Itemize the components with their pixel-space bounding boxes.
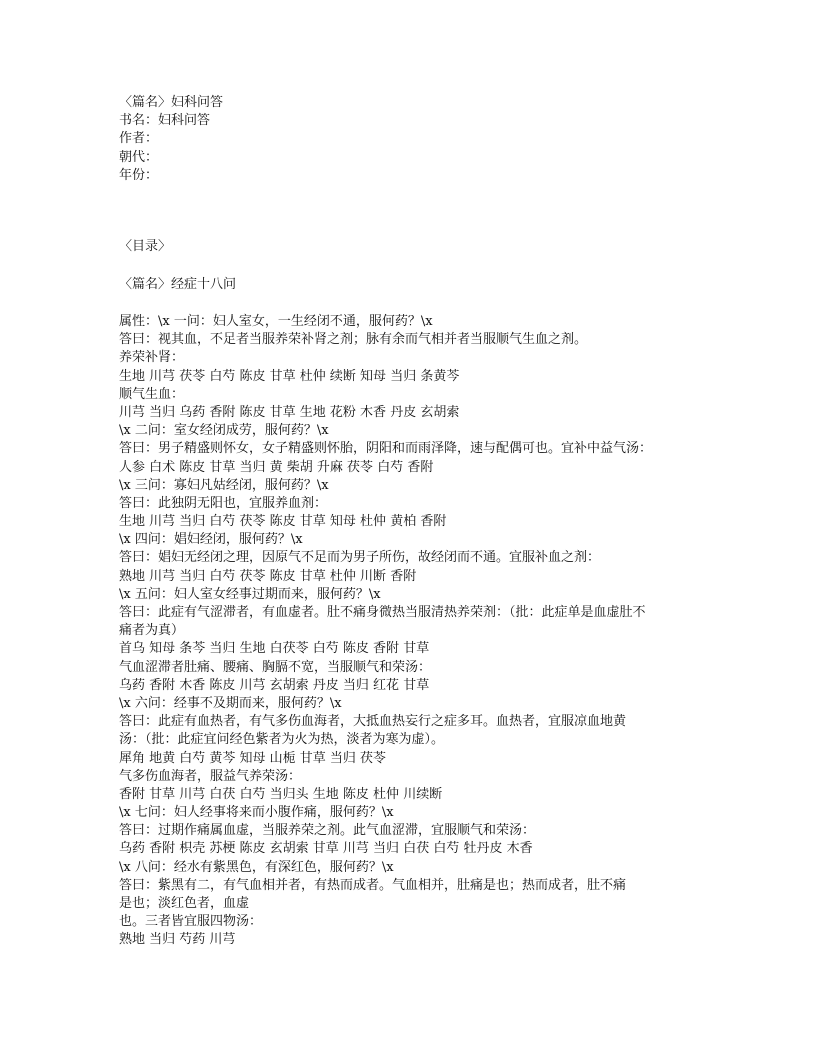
header-line: 书名：妇科问答 bbox=[119, 113, 211, 129]
header-line: 朝代： bbox=[119, 149, 159, 165]
body-line: 属性：\x 一问：妇人室女，一生经闭不通，服何药？\x bbox=[119, 314, 433, 329]
body-line: 首乌 知母 条芩 当归 生地 白茯苓 白芍 陈皮 香附 甘草 bbox=[119, 641, 430, 657]
body-line: 顺气生血： bbox=[119, 386, 185, 402]
toc-heading: 〈目录〉 bbox=[119, 239, 172, 254]
body-line: 答曰：此症有气涩滞者，有血虚者。肚不痛身微热当服清热养荣剂：（批：此症单是血虚肚不 bbox=[119, 605, 646, 620]
document-body bbox=[119, 313, 652, 950]
body-line: 汤：（批：此症宜问经色紫者为火为热，淡者为寒为虚）。 bbox=[119, 732, 445, 748]
body-line: 答曰：紫黑有二，有气血相并者，有热而成者。气血相并，肚痛是也；热而成者，肚不痛 bbox=[119, 877, 627, 893]
body-line: \x 三问：寡妇凡姑经闭，服何药？\x bbox=[119, 477, 329, 493]
body-line: 答曰：视其血，不足者当服养荣补肾之剂；脉有余而气相并者当服顺气生血之剂。 bbox=[119, 332, 588, 348]
body-line: 犀角 地黄 白芍 黄芩 知母 山栀 甘草 当归 茯苓 bbox=[119, 750, 387, 766]
header-line: 〈篇名〉妇科问答 bbox=[119, 95, 224, 110]
body-line: 气多伤血海者，服益气养荣汤： bbox=[119, 768, 302, 784]
body-line: 乌药 香附 枳壳 苏梗 陈皮 玄胡索 甘草 川芎 当归 白茯 白芍 牡丹皮 木香 bbox=[119, 841, 533, 857]
body-line: 香附 甘草 川芎 白茯 白芍 当归头 生地 陈皮 杜仲 川续断 bbox=[119, 786, 443, 802]
body-line: 生地 川芎 茯苓 白芍 陈皮 甘草 杜仲 续断 知母 当归 条黄芩 bbox=[119, 368, 460, 384]
body-line: 气血涩滞者肚痛、腰痛、胸膈不宽，当服顺气和荣汤： bbox=[119, 659, 432, 675]
body-line: 熟地 川芎 当归 白芍 茯苓 陈皮 甘草 杜仲 川断 香附 bbox=[119, 568, 417, 584]
document-header bbox=[119, 94, 223, 185]
body-line: 人参 白术 陈皮 甘草 当归 黄 柴胡 升麻 茯苓 白芍 香附 bbox=[119, 459, 434, 475]
body-line: 答曰：男子精盛则怀女，女子精盛则怀胎，阴阳和而雨泽降，速与配偶可也。宜补中益气汤： bbox=[119, 441, 653, 457]
body-line: 答曰：娼妇无经闭之理，因原气不足而为男子所伤，故经闭而不通。宜服补血之剂： bbox=[119, 550, 601, 566]
body-line: 养荣补肾： bbox=[119, 350, 185, 366]
body-line: 也。三者皆宜服四物汤： bbox=[119, 914, 263, 930]
body-line: \x 六问：经事不及期而来，服何药？\x bbox=[119, 695, 342, 711]
header-line: 作者： bbox=[119, 131, 159, 147]
header-line: 年份： bbox=[119, 167, 159, 183]
body-line: 川芎 当归 乌药 香附 陈皮 甘草 生地 花粉 木香 丹皮 玄胡索 bbox=[119, 404, 460, 420]
body-line: \x 四问：娼妇经闭，服何药？\x bbox=[119, 532, 303, 548]
body-line: 乌药 香附 木香 陈皮 川芎 玄胡索 丹皮 当归 红花 甘草 bbox=[119, 677, 430, 693]
body-line: 是也；淡红色者，血虚 bbox=[119, 896, 250, 911]
body-line: \x 七问：妇人经事将来而小腹作痛，服何药？\x bbox=[119, 805, 394, 821]
body-line: 答曰：此症有血热者，有气多伤血海者，大抵血热妄行之症多耳。血热者，宜服凉血地黄 bbox=[119, 714, 627, 730]
body-line: \x 八问：经水有紫黑色，有深红色，服何药？\x bbox=[119, 859, 394, 875]
section-title: 〈篇名〉经症十八问 bbox=[119, 277, 237, 292]
body-line: 熟地 当归 芍药 川芎 bbox=[119, 932, 236, 948]
body-line: 答曰：此独阴无阳也，宜服养血剂： bbox=[119, 495, 328, 511]
body-line: \x 五问：妇人室女经事过期而来，服何药？\x bbox=[119, 586, 381, 602]
body-line: 痛者为真） bbox=[119, 623, 185, 639]
body-line: 生地 川芎 当归 白芍 茯苓 陈皮 甘草 知母 杜仲 黄柏 香附 bbox=[119, 514, 447, 530]
body-line: \x 二问：室女经闭成劳，服何药？\x bbox=[119, 423, 329, 439]
body-line: 答曰：过期作痛属血虚，当服养荣之剂。此气血涩滞，宜服顺气和荣汤： bbox=[119, 823, 536, 839]
